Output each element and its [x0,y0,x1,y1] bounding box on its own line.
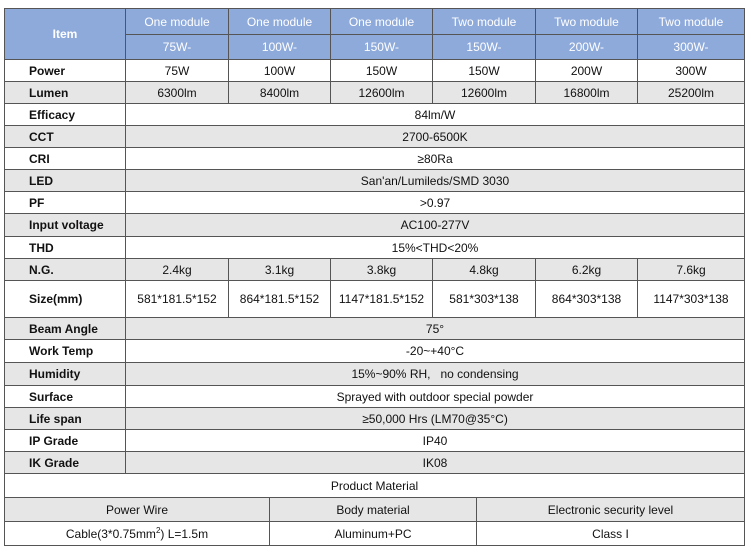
header-row-modules [5,9,745,35]
material-header: Electronic security level [477,498,745,522]
row-label: CCT [5,126,126,148]
header-module: Two module [536,9,638,35]
cell: 150W [331,60,433,82]
cell: 84lm/W [126,104,745,126]
row-label: Work Temp [5,340,126,363]
row-cri [5,148,745,170]
row-cct [5,126,745,148]
row-label: N.G. [5,259,126,281]
cell: IP40 [126,430,745,452]
cell: 3.8kg [331,259,433,281]
material-title-row [5,474,745,498]
row-label: LED [5,170,126,192]
cell: 7.6kg [638,259,745,281]
cell: 150W [433,60,536,82]
cell: AC100-277V [126,214,745,237]
cell: ≥80Ra [126,148,745,170]
spec-sheet [4,8,745,546]
cable-suffix: ) L=1.5m [160,527,209,541]
cell: 15%~90% RH, no condensing [126,363,745,386]
row-label: Size(mm) [5,281,126,318]
row-size [5,281,745,318]
cell: 6.2kg [536,259,638,281]
cell: 2.4kg [126,259,229,281]
header-model: 200W- [536,35,638,60]
row-label: Lumen [5,82,126,104]
cell: 75W [126,60,229,82]
header-model: 100W- [229,35,331,60]
cell: 581*181.5*152 [126,281,229,318]
row-label: IK Grade [5,452,126,474]
header-model: 150W- [433,35,536,60]
cell: 15%<THD<20% [126,237,745,259]
row-surface [5,386,745,408]
cell: 581*303*138 [433,281,536,318]
header-module: Two module [638,9,745,35]
row-label: Surface [5,386,126,408]
cell: 864*303*138 [536,281,638,318]
cell: 12600lm [331,82,433,104]
header-model: 150W- [331,35,433,60]
material-header: Power Wire [5,498,270,522]
row-power [5,60,745,82]
cell: 300W [638,60,745,82]
row-beam-angle [5,318,745,340]
cell: 2700-6500K [126,126,745,148]
row-humidity [5,363,745,386]
header-module: One module [126,9,229,35]
material-title: Product Material [5,474,745,498]
row-label: PF [5,192,126,214]
security-level-value: Class I [477,522,745,546]
row-pf [5,192,745,214]
cell: 12600lm [433,82,536,104]
cell: 3.1kg [229,259,331,281]
row-label: CRI [5,148,126,170]
row-input-voltage [5,214,745,237]
body-material-value: Aluminum+PC [270,522,477,546]
cell: 864*181.5*152 [229,281,331,318]
cell: 1147*181.5*152 [331,281,433,318]
row-work-temp [5,340,745,363]
cable-prefix: Cable(3*0.75mm [65,527,156,541]
header-model: 75W- [126,35,229,60]
header-item: Item [5,9,126,60]
row-label: Efficacy [5,104,126,126]
row-label: IP Grade [5,430,126,452]
header-model: 300W- [638,35,745,60]
cell: ≥50,000 Hrs (LM70@35°C) [126,408,745,430]
material-table [4,473,745,546]
row-ng [5,259,745,281]
row-ip-grade [5,430,745,452]
cell: 8400lm [229,82,331,104]
cell: 25200lm [638,82,745,104]
row-ik-grade [5,452,745,474]
cell: IK08 [126,452,745,474]
power-wire-value [5,522,270,546]
row-led [5,170,745,192]
row-label: THD [5,237,126,259]
spec-table [4,8,745,474]
row-label: Life span [5,408,126,430]
cell: 4.8kg [433,259,536,281]
cell: Sprayed with outdoor special powder [126,386,745,408]
cell: 75° [126,318,745,340]
row-label: Power [5,60,126,82]
material-header: Body material [270,498,477,522]
cell: 1147*303*138 [638,281,745,318]
cell: -20~+40°C [126,340,745,363]
cell: >0.97 [126,192,745,214]
row-thd [5,237,745,259]
header-module: Two module [433,9,536,35]
row-lumen [5,82,745,104]
material-header-row [5,498,745,522]
header-module: One module [229,9,331,35]
row-life-span [5,408,745,430]
row-label: Humidity [5,363,126,386]
cell: 6300lm [126,82,229,104]
cell: 16800lm [536,82,638,104]
material-values-row [5,522,745,546]
row-efficacy [5,104,745,126]
cable-superscript: 2 [155,526,161,535]
cell: 200W [536,60,638,82]
row-label: Input voltage [5,214,126,237]
header-module: One module [331,9,433,35]
cell: 100W [229,60,331,82]
cell: San'an/Lumileds/SMD 3030 [126,170,745,192]
row-label: Beam Angle [5,318,126,340]
